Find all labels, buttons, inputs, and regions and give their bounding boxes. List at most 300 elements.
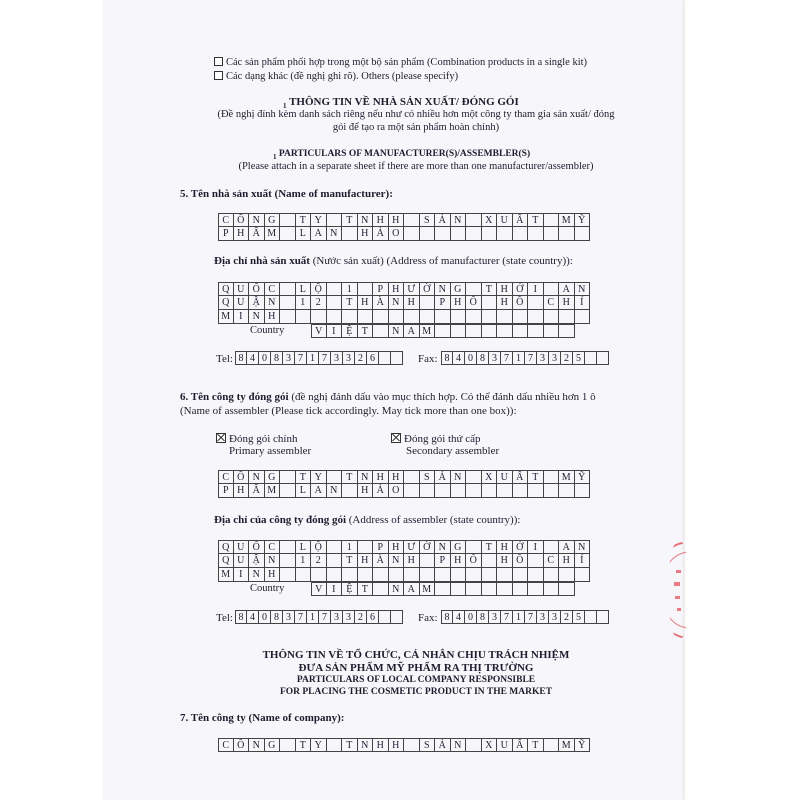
grid-row [218,296,590,310]
grid-cell [544,484,560,498]
grid-cell: P [373,540,389,554]
grid-cell: X [482,213,498,227]
grid-cell [342,227,358,241]
grid-cell: H [451,296,467,310]
grid-cell: Ỹ [575,213,591,227]
grid-cell: 4 [247,351,259,365]
grid-cell: N [389,324,405,338]
grid-cell [528,324,544,338]
grid-cell [389,310,405,324]
secondary-assembler-vi: Đóng gói thứ cấp [404,433,481,445]
grid-cell: Ả [435,213,451,227]
grid-cell: A [404,582,420,596]
grid-cell [280,540,296,554]
grid-cell: 0 [465,351,477,365]
grid-cell: 4 [453,610,465,624]
grid-cell [466,470,482,484]
grid-cell: 4 [247,610,259,624]
grid-cell: S [420,213,436,227]
grid-cell: U [497,470,513,484]
q6-label-en: (Name of assembler (Please tick accordingly. May tick more than one box)): [180,405,517,417]
grid-cell: 2 [561,351,573,365]
grid-cell: Í [575,554,591,568]
grid-cell [466,227,482,241]
grid-cell: Y [311,470,327,484]
grid-cell: Y [311,213,327,227]
grid-cell: 8 [477,351,489,365]
grid-cell: G [265,470,281,484]
grid-cell: H [389,213,405,227]
q6-country-grid [311,582,575,596]
grid-row [218,568,590,582]
grid-cell: N [389,582,405,596]
grid-cell: C [544,554,560,568]
grid-cell: 3 [489,351,501,365]
grid-cell: T [528,738,544,752]
grid-cell: Ả [435,738,451,752]
grid-row [235,610,403,624]
grid-cell [482,227,498,241]
grid-cell: Ả [373,484,389,498]
grid-cell: H [389,738,405,752]
grid-cell [466,324,482,338]
grid-cell [435,310,451,324]
grid-cell [280,484,296,498]
grid-cell [373,582,389,596]
grid-row [311,324,575,338]
grid-cell: I [234,310,250,324]
red-stamp-fragment [668,540,690,640]
grid-cell: 7 [319,351,331,365]
grid-cell: N [249,568,265,582]
grid-cell: Ô [234,213,250,227]
mfr-note-vi-1: (Đề nghị đính kèm danh sách riêng nếu như có nhiều hơn một công ty tham gia sản xuất/ đóng [217,109,615,120]
grid-cell: H [497,296,513,310]
q6-address-label-bold: Địa chỉ của công ty đóng gói [214,514,347,526]
grid-cell: Ố [466,554,482,568]
grid-cell: Ấ [249,227,265,241]
grid-cell [451,582,467,596]
grid-cell [597,610,609,624]
grid-cell [311,310,327,324]
primary-assembler-vi: Đóng gói chính [229,433,298,445]
grid-cell: Ư [404,540,420,554]
grid-cell: T [342,213,358,227]
grid-cell [404,568,420,582]
grid-cell [528,296,544,310]
grid-cell: H [358,296,374,310]
grid-cell [497,568,513,582]
grid-cell: 7 [525,610,537,624]
grid-cell [528,310,544,324]
grid-cell: T [296,738,312,752]
grid-cell: Ộ [311,540,327,554]
grid-cell [435,568,451,582]
grid-cell [482,324,498,338]
grid-cell [466,213,482,227]
grid-cell: Ớ [513,540,529,554]
grid-cell [327,296,343,310]
grid-cell: H [265,310,281,324]
grid-cell: H [559,296,575,310]
grid-cell [513,310,529,324]
grid-cell [466,568,482,582]
local-title-en-2: FOR PLACING THE COSMETIC PRODUCT IN THE MARKET [279,687,553,697]
grid-cell: H [389,470,405,484]
grid-cell [451,227,467,241]
grid-cell [358,540,374,554]
grid-cell: T [296,470,312,484]
grid-cell: 8 [271,610,283,624]
grid-cell [544,310,560,324]
grid-cell [311,568,327,582]
grid-cell: T [482,540,498,554]
grid-cell: C [218,213,234,227]
grid-cell: G [265,213,281,227]
mfr-note-en: (Please attach in a separate sheet if there are more than one manufacturer/assembler) [238,161,594,172]
grid-row [218,310,590,324]
q6-fax-grid [441,610,609,624]
grid-cell [379,351,391,365]
grid-cell: 2 [561,610,573,624]
grid-cell: Q [218,540,234,554]
grid-cell: 6 [367,610,379,624]
grid-cell: N [451,738,467,752]
grid-cell: L [296,540,312,554]
q6-address-grid [218,540,590,582]
grid-cell [544,738,560,752]
grid-cell: I [528,282,544,296]
grid-cell: U [234,282,250,296]
grid-cell: Ỹ [575,738,591,752]
grid-cell [513,484,529,498]
grid-cell [482,554,498,568]
grid-cell: M [265,227,281,241]
grid-cell: H [373,470,389,484]
grid-cell: 1 [513,610,525,624]
q6-label-bold: 6. Tên công ty đóng gói [180,391,289,403]
grid-cell: T [482,282,498,296]
grid-cell [420,296,436,310]
section-number: 1 [283,102,287,111]
grid-cell: C [218,470,234,484]
grid-cell: P [218,227,234,241]
grid-cell: H [358,484,374,498]
grid-cell: I [528,540,544,554]
local-title-vi-1: THÔNG TIN VỀ TỔ CHỨC, CÁ NHÂN CHỊU TRÁCH NHIỆM [262,649,570,661]
grid-cell: 2 [355,351,367,365]
grid-cell: 7 [501,610,513,624]
grid-cell: A [559,282,575,296]
grid-cell [497,484,513,498]
grid-cell: N [575,540,591,554]
grid-cell: M [265,484,281,498]
grid-cell [420,554,436,568]
q5-tel-label: Tel: [216,353,233,365]
grid-cell: V [311,324,327,338]
grid-cell: Ộ [311,282,327,296]
grid-cell: H [559,554,575,568]
grid-cell [513,568,529,582]
grid-cell: H [404,554,420,568]
grid-cell [544,213,560,227]
grid-cell: Ấ [513,738,529,752]
grid-cell [404,227,420,241]
grid-cell: 0 [259,351,271,365]
grid-cell [280,568,296,582]
grid-row [218,282,590,296]
grid-cell: M [559,738,575,752]
grid-cell [280,554,296,568]
grid-cell: Ớ [513,282,529,296]
q6-label-text: (đề nghị đánh dấu vào mục thích hợp. Có thể đánh dấu nhiều hơn 1 ô [291,391,596,403]
grid-cell: 0 [259,610,271,624]
grid-cell [420,310,436,324]
grid-cell: C [265,282,281,296]
grid-cell: Ờ [420,540,436,554]
grid-cell: X [482,470,498,484]
grid-cell: A [404,324,420,338]
grid-cell [544,470,560,484]
grid-cell: L [296,282,312,296]
kit-others-label: Các dạng khác (đề nghị ghi rõ). Others (please specify) [226,71,459,82]
q6-fax-label: Fax: [418,612,438,624]
grid-cell: L [296,484,312,498]
grid-cell: 7 [501,351,513,365]
grid-cell: V [311,582,327,596]
grid-cell [327,470,343,484]
grid-cell: Ô [234,470,250,484]
grid-cell: 3 [343,610,355,624]
grid-cell [358,568,374,582]
grid-cell [482,296,498,310]
kit-combination-label: Các sản phẩm phối hợp trong một bộ sản phẩm (Combination products in a single kit) [226,57,588,68]
grid-cell: N [358,470,374,484]
grid-cell [373,568,389,582]
grid-cell [280,282,296,296]
grid-cell: T [528,470,544,484]
grid-cell: N [265,296,281,310]
grid-cell [544,282,560,296]
grid-cell: H [358,554,374,568]
grid-cell: 1 [296,554,312,568]
section-number-en: 1 [273,152,277,161]
grid-cell [420,227,436,241]
grid-cell: T [296,213,312,227]
grid-cell [482,582,498,596]
grid-cell [296,568,312,582]
grid-cell: 3 [537,610,549,624]
grid-cell: N [265,554,281,568]
grid-cell [280,213,296,227]
secondary-assembler-option [391,433,481,445]
grid-row [235,351,403,365]
grid-cell [559,582,575,596]
grid-cell [528,554,544,568]
grid-cell: H [389,540,405,554]
grid-cell: P [435,296,451,310]
grid-cell: C [544,296,560,310]
kit-combination-option [214,57,587,69]
grid-cell [379,610,391,624]
grid-cell: H [497,554,513,568]
grid-cell: N [435,540,451,554]
q5-address-label-bold: Địa chỉ nhà sản xuất [214,255,310,267]
grid-cell: N [249,213,265,227]
grid-cell: 1 [513,351,525,365]
grid-cell [435,582,451,596]
grid-cell: M [218,310,234,324]
grid-cell [482,568,498,582]
grid-cell: H [265,568,281,582]
grid-cell: 6 [367,351,379,365]
grid-cell: 3 [283,351,295,365]
checkbox-icon [214,71,223,80]
grid-cell: N [451,213,467,227]
q5-address-grid [218,282,590,324]
grid-cell [404,213,420,227]
grid-cell: Ậ [249,554,265,568]
grid-row [218,554,590,568]
grid-cell [585,351,597,365]
grid-cell [296,310,312,324]
grid-cell: 3 [549,610,561,624]
grid-cell: N [358,738,374,752]
grid-cell: Ỹ [575,470,591,484]
grid-cell [389,568,405,582]
grid-cell: 3 [489,610,501,624]
q6-label [180,392,596,403]
grid-cell: H [404,296,420,310]
q6-country-label: Country [250,583,285,594]
grid-cell: 5 [573,610,585,624]
grid-cell [451,324,467,338]
grid-cell [544,227,560,241]
grid-cell: 4 [453,351,465,365]
grid-cell [404,738,420,752]
grid-cell [544,324,560,338]
grid-cell [497,324,513,338]
grid-cell: T [342,554,358,568]
grid-cell: H [234,227,250,241]
grid-cell: Q [218,282,234,296]
grid-cell: U [234,540,250,554]
q7-label: 7. Tên công ty (Name of company): [180,712,345,724]
grid-cell: 5 [573,351,585,365]
grid-cell: N [389,296,405,310]
grid-row [311,582,575,596]
q5-country-label: Country [250,325,285,336]
q5-address-label-text: (Nước sản xuất) (Address of manufacturer (state country)): [312,255,573,267]
grid-cell [327,310,343,324]
grid-cell [358,282,374,296]
kit-others-option [214,71,458,83]
grid-cell: A [559,540,575,554]
grid-cell: P [373,282,389,296]
grid-cell: 2 [355,610,367,624]
grid-cell: N [389,554,405,568]
grid-cell [482,484,498,498]
grid-cell [559,324,575,338]
grid-cell: H [497,282,513,296]
grid-cell [342,310,358,324]
grid-cell: Ấ [513,213,529,227]
grid-cell [559,310,575,324]
grid-row [218,540,590,554]
grid-cell: G [265,738,281,752]
mfr-title-en-wrap [273,150,530,161]
grid-cell [327,213,343,227]
grid-cell: 7 [295,610,307,624]
grid-cell [358,310,374,324]
grid-cell: 8 [235,610,247,624]
grid-cell [513,582,529,596]
grid-cell: Ệ [342,582,358,596]
grid-cell [482,310,498,324]
grid-cell: S [420,470,436,484]
grid-cell: Ồ [513,296,529,310]
grid-cell [342,568,358,582]
grid-cell: 3 [537,351,549,365]
grid-cell: T [342,470,358,484]
grid-cell: 3 [549,351,561,365]
grid-cell: O [389,484,405,498]
grid-cell: Ấ [249,484,265,498]
grid-cell: 3 [331,610,343,624]
grid-cell: Q [218,554,234,568]
q6-address-label-text: (Address of assembler (state country)): [348,514,521,526]
grid-cell: P [435,554,451,568]
grid-cell: 3 [283,610,295,624]
grid-cell: U [497,738,513,752]
grid-cell: Y [311,738,327,752]
grid-cell: N [575,282,591,296]
grid-cell: T [358,324,374,338]
grid-cell: T [528,213,544,227]
grid-cell [342,484,358,498]
grid-cell [373,324,389,338]
grid-cell [466,540,482,554]
grid-cell [528,484,544,498]
grid-cell: 8 [271,351,283,365]
grid-cell [451,484,467,498]
grid-cell: 8 [235,351,247,365]
grid-cell: I [327,324,343,338]
grid-cell: H [373,738,389,752]
grid-row [218,213,590,227]
mfr-note-vi-2: gói để tạo ra một sản phẩm hoàn chỉnh) [332,122,500,133]
grid-cell: X [482,738,498,752]
secondary-assembler-en: Secondary assembler [406,445,500,457]
grid-cell: Ô [234,738,250,752]
grid-cell [327,738,343,752]
grid-cell [528,568,544,582]
grid-row [441,351,609,365]
grid-cell [466,582,482,596]
mfr-title-vi: THÔNG TIN VỀ NHÀ SẢN XUẤT/ ĐÓNG GÓI [289,96,519,108]
grid-cell: H [358,227,374,241]
grid-cell: 1 [296,296,312,310]
grid-cell: Ố [249,282,265,296]
grid-cell [528,227,544,241]
grid-cell: 2 [311,296,327,310]
q7-name-grid [218,738,590,752]
q5-country-grid [311,324,575,338]
grid-cell: M [559,470,575,484]
grid-cell: L [296,227,312,241]
grid-cell [513,324,529,338]
grid-cell: G [451,540,467,554]
